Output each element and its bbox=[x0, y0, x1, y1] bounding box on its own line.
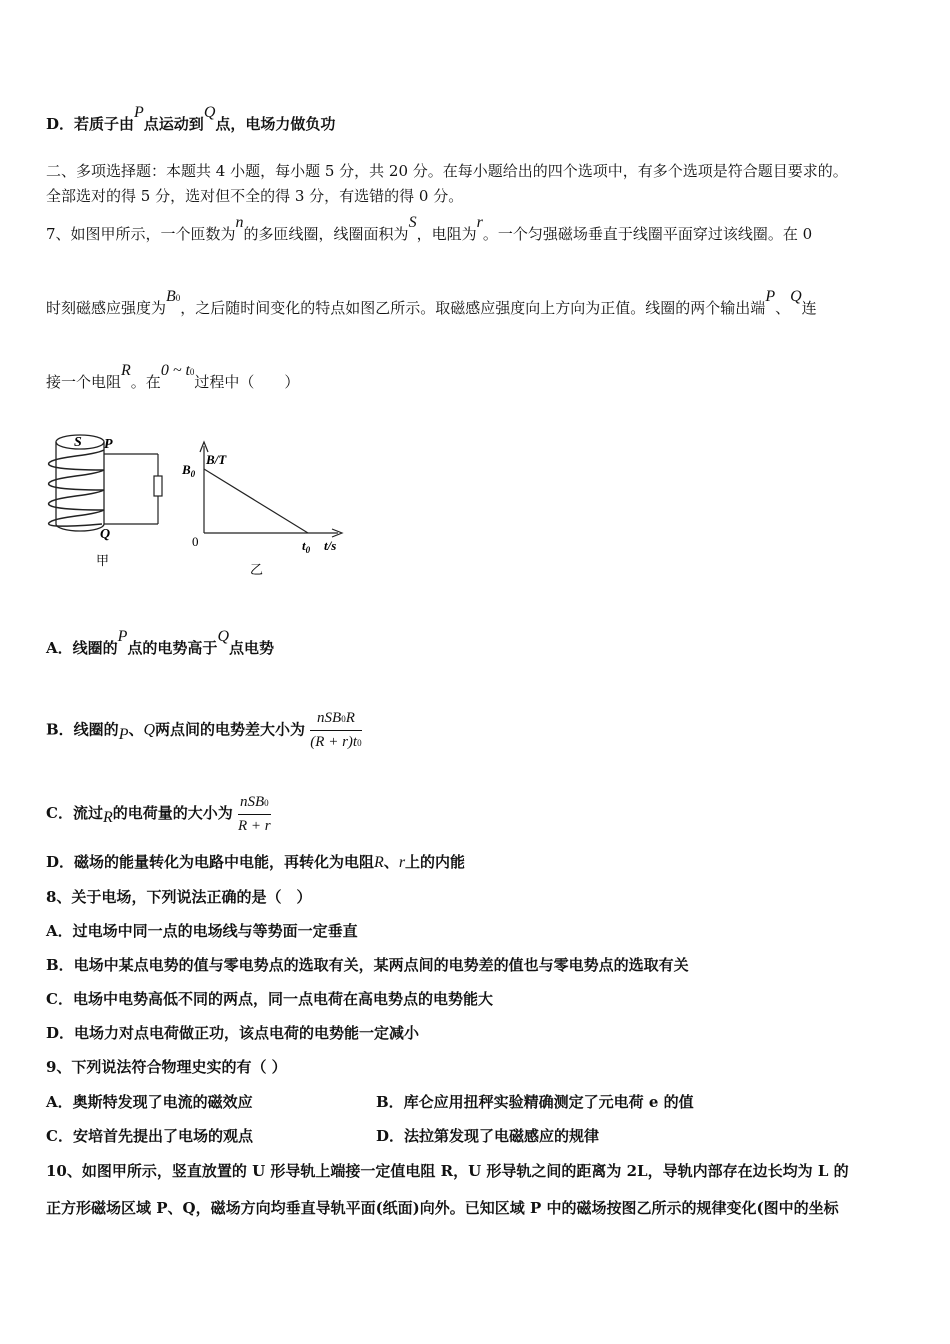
figure-yi-caption: 乙 bbox=[250, 562, 264, 577]
q7-option-a: A．线圈的P点的电势高于Q点电势 bbox=[46, 628, 275, 657]
q7-option-c: C．流过R的电荷量的大小为 $\frac{\text{nSB0}}{R + r}$ bbox=[46, 794, 271, 834]
formula-charge: $\frac{\text{nSB0}}{R + r}$ bbox=[238, 794, 271, 834]
b-t-graph bbox=[181, 442, 342, 577]
section2-header-line2: 全部选对的得 5 分，选对但不全的得 3 分，有选错的得 0 分。 bbox=[46, 187, 464, 205]
x-tick-t0: $t_0$ bbox=[302, 538, 311, 555]
resistor-icon bbox=[154, 476, 162, 496]
var-q: Q bbox=[203, 104, 216, 121]
coil-label-s: S bbox=[74, 435, 82, 450]
b-line bbox=[204, 469, 308, 533]
y-tick-b0: $B_0$ bbox=[182, 462, 196, 479]
coil-label-q: Q bbox=[100, 527, 111, 542]
q6-option-d: D．若质子由P点运动到Q点，电场力做负功 bbox=[46, 104, 336, 133]
var-p: P bbox=[134, 104, 144, 121]
formula-potential-difference: $\frac{\text{nSB0R}}{(R + r)t0}$ bbox=[310, 710, 362, 750]
q8-option-a: A．过电场中同一点的电场线与等势面一定垂直 bbox=[46, 922, 358, 940]
x-axis-label: t/s bbox=[324, 538, 337, 553]
q10-stem-line1: 10、如图甲所示，竖直放置的 U 形导轨上端接一定值电阻 R，U 形导轨之间的距离为 2L，导轨内部存在边长均为 L 的 bbox=[46, 1162, 849, 1180]
q9-stem: 9、下列说法符合物理史实的有（ ） bbox=[46, 1058, 287, 1076]
q8-option-c: C．电场中电势高低不同的两点，同一点电荷在高电势点的电势能大 bbox=[46, 990, 493, 1008]
q7-stem-line1: 7、如图甲所示，一个匝数为n的多匝线圈，线圈面积为S，电阻为r。一个匀强磁场垂直于线圈平面穿过该线圈。在 0 bbox=[46, 214, 813, 243]
q7-option-d: D．磁场的能量转化为电路中电能，再转化为电阻R、r上的内能 bbox=[46, 853, 466, 871]
q7-stem-line2: 时刻磁感应强度为B0，之后随时间变化的特点如图乙所示。取磁感应强度向上方向为正值。线圈的两个输出端P、Q连 bbox=[46, 288, 817, 317]
figure-jia-caption: 甲 bbox=[96, 553, 110, 568]
q7-stem-line3: 接一个电阻R。在0 ~ t0过程中（ ） bbox=[46, 362, 300, 391]
q8-option-b: B．电场中某点电势的值与零电势点的选取有关，某两点间的电势差的值也与零电势点的选取有关 bbox=[46, 956, 689, 974]
coil-diagram bbox=[49, 435, 162, 568]
origin-label: 0 bbox=[192, 534, 199, 549]
y-axis-label: B/T bbox=[206, 452, 227, 467]
q9-option-d: D．法拉第发现了电磁感应的规律 bbox=[376, 1127, 600, 1145]
q9-option-b: B．库仑应用扭秤实验精确测定了元电荷 e 的值 bbox=[376, 1093, 694, 1111]
q10-stem-line2: 正方形磁场区域 P、Q，磁场方向均垂直导轨平面(纸面)向外。已知区域 P 中的磁场按图乙所示的规律变化(图中的坐标 bbox=[46, 1199, 839, 1217]
coil-label-p: P bbox=[104, 437, 113, 452]
q8-stem: 8、关于电场，下列说法正确的是（ ） bbox=[46, 888, 312, 906]
q7-figure bbox=[40, 428, 360, 588]
q9-option-a: A．奥斯特发现了电流的磁效应 bbox=[46, 1093, 253, 1111]
q9-option-c: C．安培首先提出了电场的观点 bbox=[46, 1127, 253, 1145]
section2-header-line1: 二、多项选择题：本题共 4 小题，每小题 5 分，共 20 分。在每小题给出的四个选项中，有多个选项是符合题目要求的。 bbox=[46, 162, 848, 180]
q8-option-d: D．电场力对点电荷做正功，该点电荷的电势能一定减小 bbox=[46, 1024, 420, 1042]
q7-option-b: B．线圈的P、Q两点间的电势差大小为 $\frac{\text{nSB0R}}{(R + r)t0}$ bbox=[46, 708, 362, 753]
